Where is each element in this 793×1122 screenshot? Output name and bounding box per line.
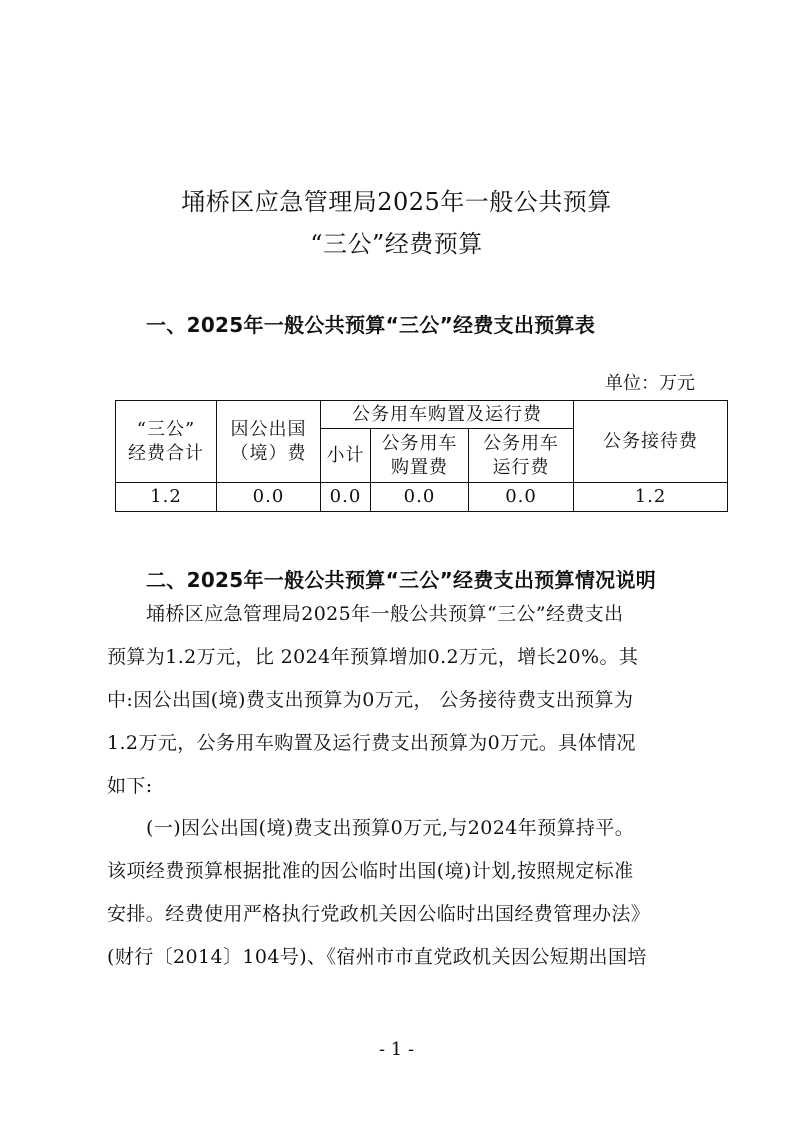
paragraph1-line: 1.2万元，公务用车购置及运行费支出预算为0万元。具体情况 — [107, 732, 636, 754]
page-number: - 1 - — [378, 1039, 415, 1060]
header-reception: 公务接待费 — [574, 401, 728, 483]
section2-heading: 二、2025年一般公共预算“三公”经费支出预算情况说明 — [146, 568, 657, 592]
table-value-row — [116, 483, 728, 512]
document-title-line1: 埇桥区应急管理局2025年一般公共预算 — [181, 188, 612, 216]
header-abroad — [217, 401, 321, 483]
paragraph1-line: 预算为1.2万元，比 2024年预算增加0.2万元，增长20%。其 — [107, 646, 639, 668]
header-operation — [469, 429, 574, 483]
paragraph1-line: 如下: — [107, 775, 153, 797]
document-title-line2: “三公”经费预算 — [310, 230, 483, 258]
header-total — [116, 401, 217, 483]
value-operation: 0.0 — [469, 483, 574, 512]
header-operation-line2: 运行费 — [492, 456, 550, 478]
paragraph2-line: 安排。经费使用严格执行党政机关因公临时出国经费管理办法》 — [107, 903, 651, 925]
header-purchase-line1: 公务用车 — [381, 432, 458, 454]
header-abroad-line1: 因公出国 — [230, 418, 307, 440]
value-abroad: 0.0 — [217, 483, 321, 512]
value-subtotal: 0.0 — [321, 483, 371, 512]
value-reception: 1.2 — [574, 483, 728, 512]
unit-label: 单位：万元 — [605, 373, 695, 394]
paragraph1-line: 埇桥区应急管理局2025年一般公共预算“三公”经费支出 — [146, 603, 624, 625]
header-purchase — [371, 429, 469, 483]
header-subtotal: 小计 — [321, 429, 371, 483]
paragraph2-line: (一)因公出国(境)费支出预算0万元,与2024年预算持平。 — [146, 817, 635, 839]
paragraph2-line: 该项经费预算根据批准的因公临时出国(境)计划,按照规定标准 — [107, 860, 634, 882]
budget-table — [115, 400, 728, 512]
paragraph1-line: 中:因公出国(境)费支出预算为0万元， 公务接待费支出预算为 — [107, 689, 634, 711]
paragraph2-line: (财行〔2014〕104号)、《宿州市市直党政机关因公短期出国培 — [107, 946, 647, 968]
value-total: 1.2 — [116, 483, 217, 512]
table-header-row — [116, 401, 728, 429]
header-vehicle-group: 公务用车购置及运行费 — [321, 401, 574, 429]
header-abroad-line2: （境）费 — [230, 442, 307, 464]
header-operation-line1: 公务用车 — [483, 432, 560, 454]
header-purchase-line2: 购置费 — [391, 456, 448, 478]
header-total-line1: “三公” — [136, 418, 196, 440]
header-total-line2: 经费合计 — [128, 442, 204, 464]
value-purchase: 0.0 — [371, 483, 469, 512]
section1-heading: 一、2025年一般公共预算“三公”经费支出预算表 — [146, 313, 596, 337]
